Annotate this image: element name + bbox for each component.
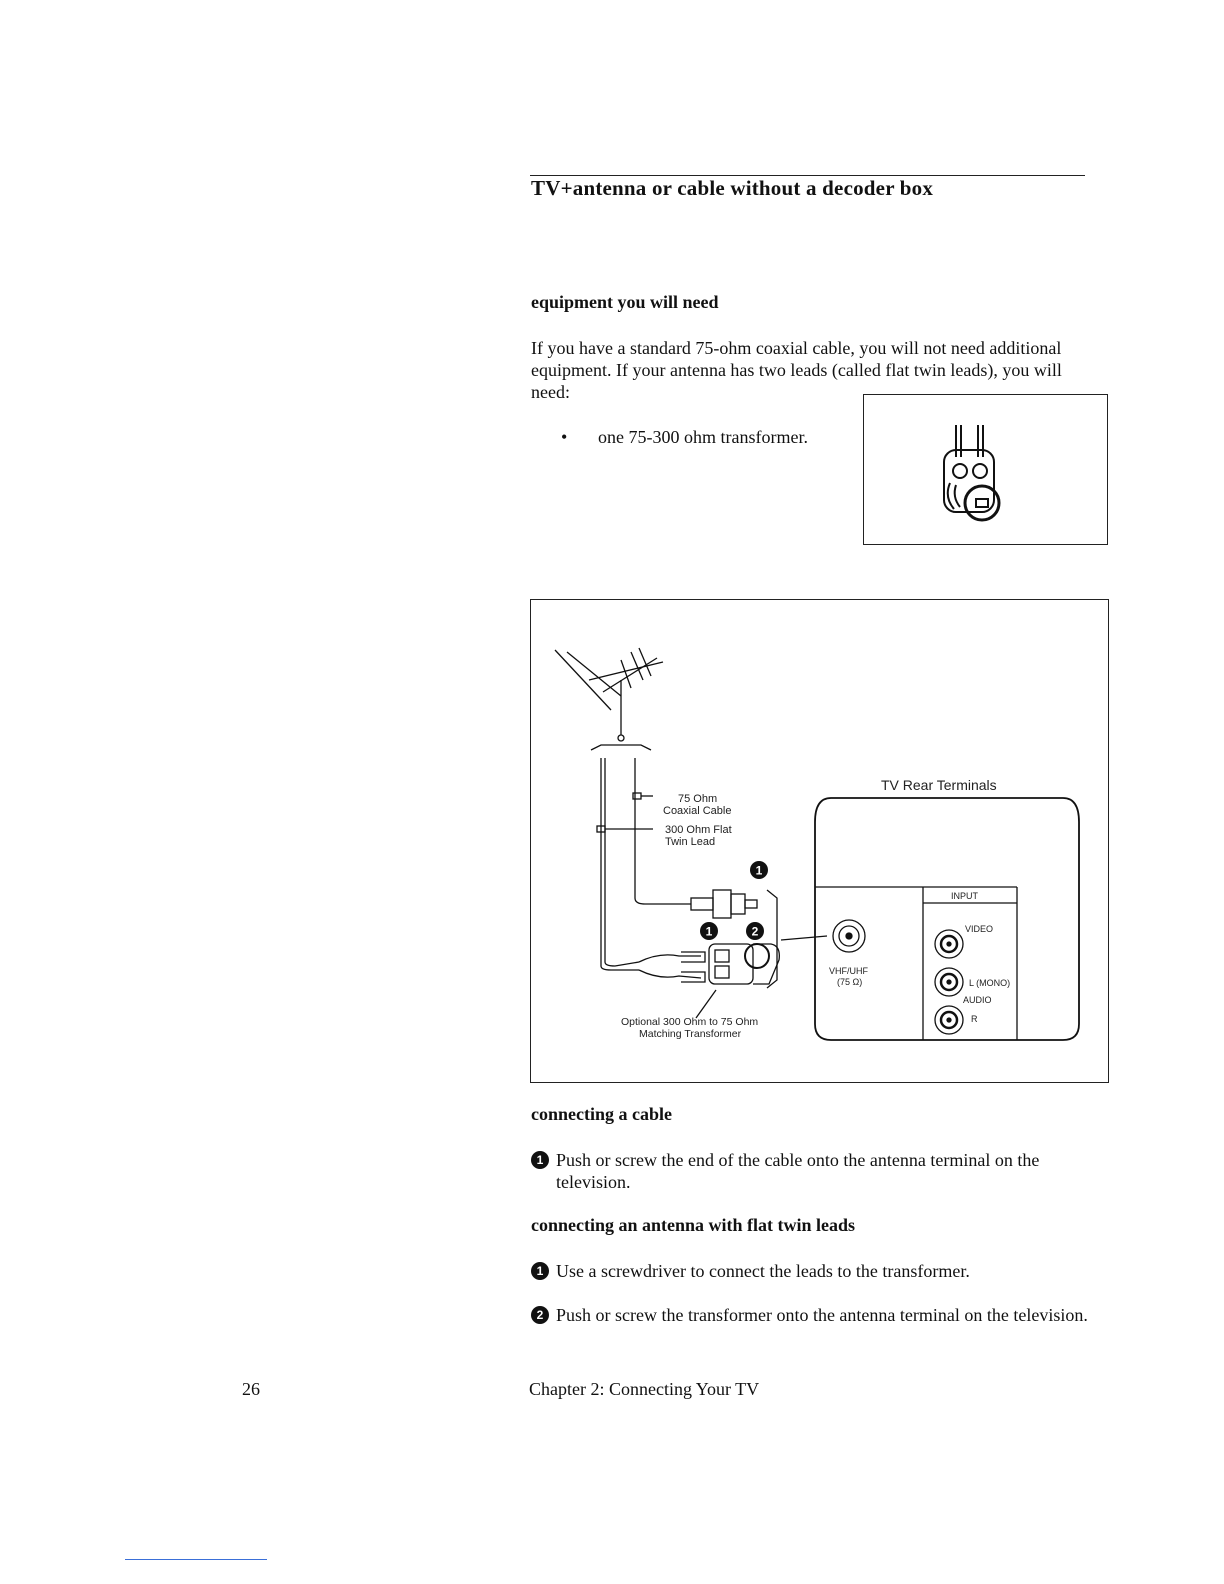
input-label: INPUT (951, 891, 978, 901)
coax-connector-icon (691, 890, 757, 918)
page-number: 26 (242, 1379, 260, 1399)
transformer-label-1: Optional 300 Ohm to 75 Ohm (621, 1016, 759, 1028)
mono-label: L (MONO) (969, 978, 1011, 988)
transformer-icon (864, 395, 1109, 546)
marker-2-twin-text: 2 (751, 924, 759, 939)
cable-step-1-text: Push or screw the end of the cable onto the antenna terminal on the television. (556, 1150, 1040, 1192)
transformer-illustration (863, 394, 1108, 545)
audio-right-jack-icon (935, 1006, 963, 1034)
r-label: R (971, 1014, 978, 1024)
antenna-step-2 (531, 1304, 1111, 1326)
transformer-label-2: Matching Transformer (639, 1028, 742, 1040)
equipment-paragraph: If you have a standard 75-ohm coaxial cable, you will not need additional equipment. If your antenna has two leads (called flat twin leads), you will need: (531, 338, 1062, 402)
audio-label: AUDIO (963, 995, 992, 1005)
chapter-footer: Chapter 2: Connecting Your TV (529, 1379, 760, 1399)
vhf-uhf-jack-icon (833, 920, 865, 952)
page-title: TV+antenna or cable without a decoder box (531, 176, 934, 200)
matching-transformer-icon (709, 944, 779, 984)
cable-heading: connecting a cable (531, 1104, 672, 1124)
twin-label-2: Twin Lead (665, 836, 716, 848)
marker-1-coax-text: 1 (755, 863, 763, 878)
connection-diagram (530, 599, 1109, 1083)
coax-label-1: 75 Ohm (678, 793, 718, 805)
bottom-link-rule (125, 1559, 267, 1560)
antenna-step-2-text: Push or screw the transformer onto the antenna terminal on the television. (556, 1305, 1088, 1325)
video-jack-icon (935, 930, 963, 958)
vhf-uhf-label-1: VHF/UHF (829, 966, 868, 976)
marker-1-twin-text: 1 (705, 924, 713, 939)
video-label: VIDEO (965, 924, 994, 934)
step-number-badge: 2 (531, 1306, 549, 1324)
step-number-badge: 1 (531, 1151, 549, 1169)
antenna-icon (555, 648, 663, 750)
antenna-step-1-text: Use a screwdriver to connect the leads to the transformer. (556, 1261, 970, 1281)
cable-step-1 (531, 1149, 1111, 1193)
twin-label-1: 300 Ohm Flat (665, 824, 732, 836)
tv-rear-terminals-title: TV Rear Terminals (881, 777, 997, 793)
bullet-dot: • (561, 427, 568, 447)
vhf-uhf-label-2: (75 Ω) (837, 977, 863, 987)
coax-label-2: Coaxial Cable (663, 805, 732, 817)
step-number-badge: 1 (531, 1262, 549, 1280)
bullet-item: one 75-300 ohm transformer. (598, 427, 808, 447)
diagram-canvas (531, 600, 1110, 1084)
audio-left-jack-icon (935, 968, 963, 996)
equipment-heading: equipment you will need (531, 292, 719, 312)
antenna-step-1 (531, 1260, 1111, 1282)
antenna-heading: connecting an antenna with flat twin leads (531, 1215, 856, 1235)
